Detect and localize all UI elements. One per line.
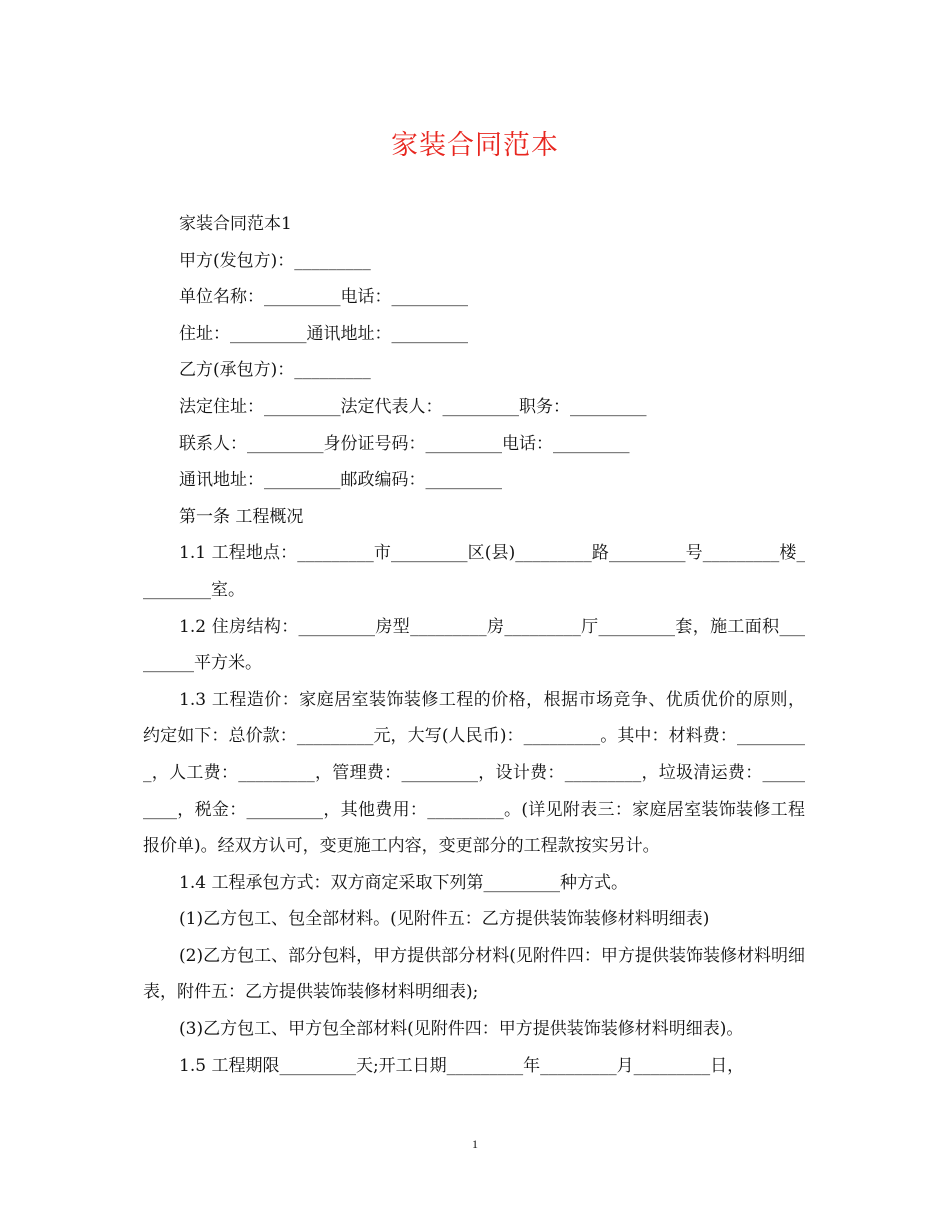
paragraph-heading: 家装合同范本1 (179, 214, 292, 234)
clause-1-1: 1.1 工程地点：_________市_________区(县)_________路_________号_________楼_________室。 (143, 543, 805, 600)
paragraph-party-a: 甲方(发包方)：_________ (179, 250, 371, 271)
page-number: 1 (472, 1137, 478, 1151)
paragraph-party-b: 乙方(承包方)：_________ (179, 360, 371, 381)
contract-body (143, 206, 805, 1084)
clause-1-4: 1.4 工程承包方式：双方商定采取下列第_________种方式。 (179, 872, 628, 893)
clause-1-3: 1.3 工程造价：家庭居室装饰装修工程的价格，根据市场竞争、优质优价的原则，约定如下：总价款：_________元，大写(人民币)：_________。其中：材料费：_________，人工费：_________，管理费：_________，设计费：_________，垃圾清运费：_________，税金：_________，其他费用：_________。(详见附表三：家庭居室装饰装修工程报价单)。经双方认可，变更施工内容，变更部分的工程款按实另计。 (143, 689, 805, 857)
clause-1-4-option-1: (1)乙方包工、包全部材料。(见附件五：乙方提供装饰装修材料明细表) (179, 909, 710, 930)
document-title: 家装合同范本 (391, 130, 559, 161)
paragraph-mail-address: 通讯地址：_________邮政编码：_________ (179, 470, 502, 491)
clause-1-2: 1.2 住房结构：_________房型_________房_________厅_________套，施工面积_________平方米。 (143, 616, 805, 674)
paragraph-address: 住址：_________通讯地址：_________ (179, 323, 468, 344)
paragraph-contact: 联系人：_________身份证号码：_________电话：_________ (179, 433, 630, 454)
paragraph-legal-address: 法定住址：_________法定代表人：_________职务：_________ (179, 396, 647, 417)
clause-1-4-option-3: (3)乙方包工、甲方包全部材料(见附件四：甲方提供装饰装修材料明细表)。 (179, 1019, 744, 1040)
clause-1-5: 1.5 工程期限_________天;开工日期_________年_________月_________日， (179, 1055, 745, 1076)
paragraph-unit-name: 单位名称：_________电话：_________ (179, 287, 468, 308)
section-heading-1: 第一条 工程概况 (179, 506, 304, 527)
clause-1-4-option-2: (2)乙方包工、部分包料，甲方提供部分材料(见附件四：甲方提供装饰装修材料明细表，附件五：乙方提供装饰装修材料明细表); (143, 945, 805, 1003)
